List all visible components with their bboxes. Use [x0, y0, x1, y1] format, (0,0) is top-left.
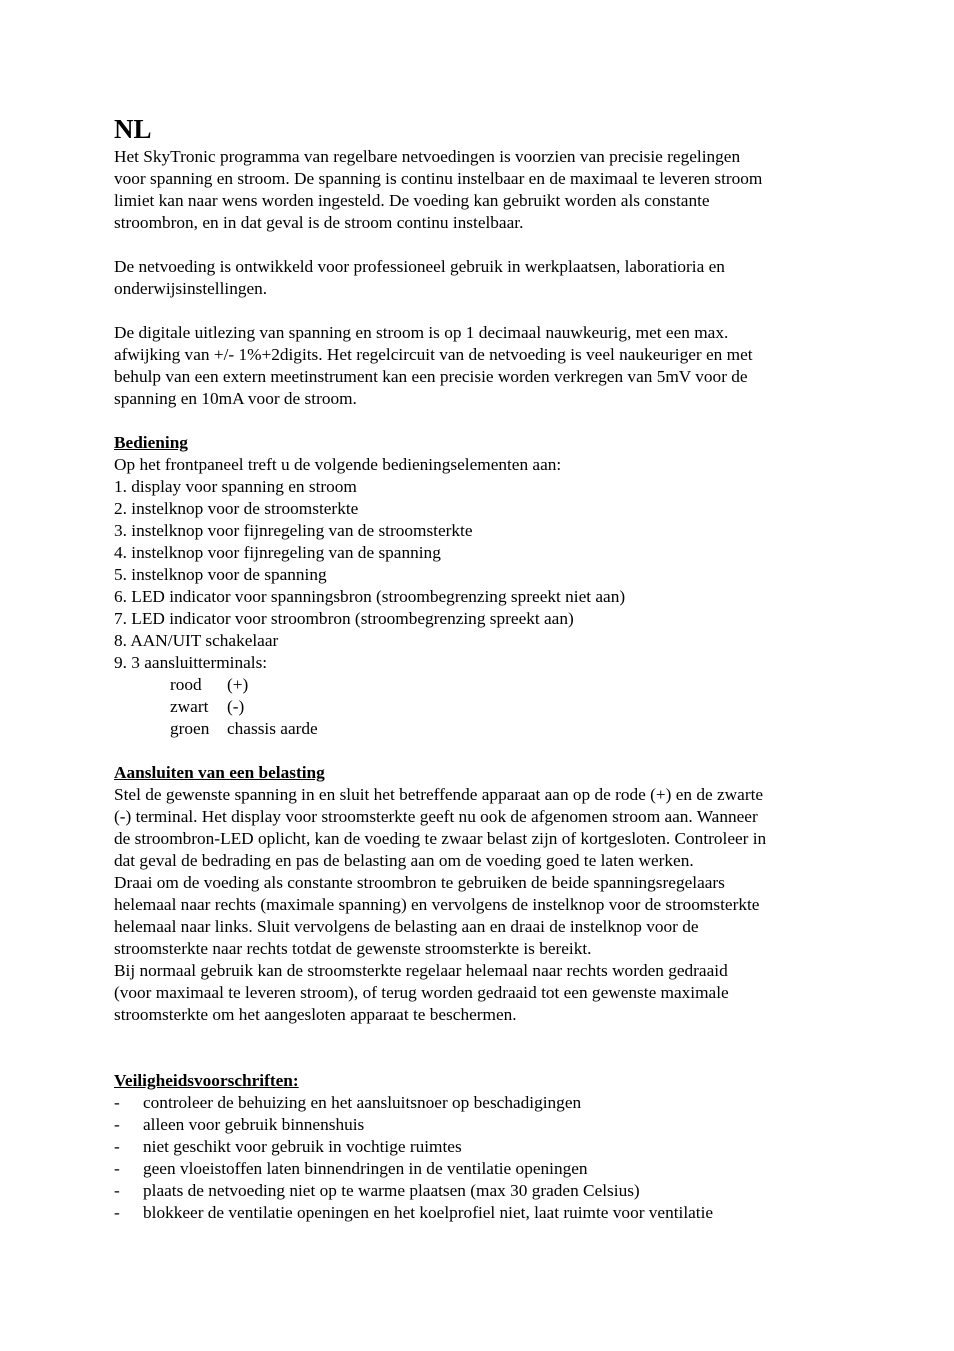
terminal-meaning: (+) — [227, 675, 249, 694]
list-item: 3. instelknop voor fijnregeling van de stroomsterkte — [114, 521, 473, 540]
list-item — [114, 1114, 854, 1136]
list-item: 5. instelknop voor de spanning — [114, 565, 327, 584]
section-heading-bediening: Bediening — [114, 433, 188, 452]
text-line: onderwijsinstellingen. — [114, 279, 268, 298]
section-heading-veiligheid: Veiligheidsvoorschriften: — [114, 1071, 299, 1090]
display-paragraph — [114, 322, 854, 410]
list-item — [114, 1202, 854, 1224]
dash-bullet: - — [114, 1093, 120, 1112]
terminal-row — [114, 718, 854, 740]
text-line: De digitale uitlezing van spanning en stroom is op 1 decimaal nauwkeurig, met een max. — [114, 323, 729, 342]
bullet-text: controleer de behuizing en het aansluitsnoer op beschadigingen — [143, 1093, 582, 1112]
text-line: voor spanning en stroom. De spanning is continu instelbaar en de maximaal te leveren stroom — [114, 169, 763, 188]
text-line: dat geval de bedrading en pas de belasting aan om de voeding goed te laten werken. — [114, 851, 694, 870]
text-line: Op het frontpaneel treft u de volgende bedieningselementen aan: — [114, 455, 562, 474]
dash-bullet: - — [114, 1203, 120, 1222]
dash-bullet: - — [114, 1137, 120, 1156]
dash-bullet: - — [114, 1115, 120, 1134]
text-line: limiet kan naar wens worden ingesteld. De voeding kan gebruikt worden als constante — [114, 191, 710, 210]
text-line: De netvoeding is ontwikkeld voor professioneel gebruik in werkplaatsen, laboratioria en — [114, 257, 725, 276]
bullet-text: niet geschikt voor gebruik in vochtige ruimtes — [143, 1137, 462, 1156]
text-line: stroomsterkte om het aangesloten apparaat te beschermen. — [114, 1005, 517, 1024]
bullet-text: geen vloeistoffen laten binnendringen in de ventilatie openingen — [143, 1159, 588, 1178]
terminal-row — [114, 696, 854, 718]
terminal-color: rood — [170, 675, 202, 694]
bediening-section — [114, 432, 854, 740]
terminal-color: zwart — [170, 697, 209, 716]
terminal-meaning: chassis aarde — [227, 719, 318, 738]
text-line: stroomsterkte naar rechts totdat de gewenste stroomsterkte is bereikt. — [114, 939, 592, 958]
text-line: spanning en 10mA voor de stroom. — [114, 389, 357, 408]
bullet-text: plaats de netvoeding niet op te warme plaatsen (max 30 graden Celsius) — [143, 1181, 640, 1200]
list-item: 2. instelknop voor de stroomsterkte — [114, 499, 359, 518]
text-line: behulp van een extern meetinstrument kan een precisie worden verkregen van 5mV voor de — [114, 367, 748, 386]
list-item: 7. LED indicator voor stroombron (stroombegrenzing spreekt aan) — [114, 609, 574, 628]
document-page — [114, 112, 854, 1224]
dash-bullet: - — [114, 1159, 120, 1178]
list-item: 8. AAN/UIT schakelaar — [114, 631, 279, 650]
terminal-meaning: (-) — [227, 697, 245, 716]
text-line: afwijking van +/- 1%+2digits. Het regelcircuit van de netvoeding is veel naukeuriger en met — [114, 345, 753, 364]
aansluiten-section — [114, 762, 854, 1026]
terminal-row — [114, 674, 854, 696]
list-item: 9. 3 aansluitterminals: — [114, 653, 268, 672]
list-item — [114, 1136, 854, 1158]
text-line: helemaal naar rechts (maximale spanning) en vervolgens de instelknop voor de stroomsterkte — [114, 895, 760, 914]
list-item: 4. instelknop voor fijnregeling van de spanning — [114, 543, 441, 562]
text-line: Het SkyTronic programma van regelbare netvoedingen is voorzien van precisie regelingen — [114, 147, 741, 166]
list-item: 1. display voor spanning en stroom — [114, 477, 357, 496]
text-line: stroombron, en in dat geval is de stroom continu instelbaar. — [114, 213, 524, 232]
list-item: 6. LED indicator voor spanningsbron (stroombegrenzing spreekt niet aan) — [114, 587, 626, 606]
text-line: helemaal naar links. Sluit vervolgens de belasting aan en draai de instelknop voor de — [114, 917, 699, 936]
text-line: Bij normaal gebruik kan de stroomsterkte regelaar helemaal naar rechts worden gedraaid — [114, 961, 728, 980]
bullet-text: blokkeer de ventilatie openingen en het koelprofiel niet, laat ruimte voor ventilatie — [143, 1203, 714, 1222]
intro-paragraph — [114, 146, 854, 234]
terminal-color: groen — [170, 719, 210, 738]
veiligheid-section — [114, 1070, 854, 1224]
language-heading: NL — [114, 114, 152, 144]
section-heading-aansluiten: Aansluiten van een belasting — [114, 763, 325, 782]
list-item — [114, 1092, 854, 1114]
text-line: Stel de gewenste spanning in en sluit het betreffende apparaat aan op de rode (+) en de zwarte — [114, 785, 764, 804]
text-line: de stroombron-LED oplicht, kan de voeding te zwaar belast zijn of kortgesloten. Controleer in — [114, 829, 767, 848]
dash-bullet: - — [114, 1181, 120, 1200]
bullet-text: alleen voor gebruik binnenshuis — [143, 1115, 365, 1134]
usage-paragraph — [114, 256, 854, 300]
text-line: (-) terminal. Het display voor stroomsterkte geeft nu ook de afgenomen stroom aan. Wanneer — [114, 807, 758, 826]
text-line: Draai om de voeding als constante stroombron te gebruiken de beide spanningsregelaars — [114, 873, 725, 892]
text-line: (voor maximaal te leveren stroom), of terug worden gedraaid tot een gewenste maximale — [114, 983, 729, 1002]
list-item — [114, 1180, 854, 1202]
list-item — [114, 1158, 854, 1180]
